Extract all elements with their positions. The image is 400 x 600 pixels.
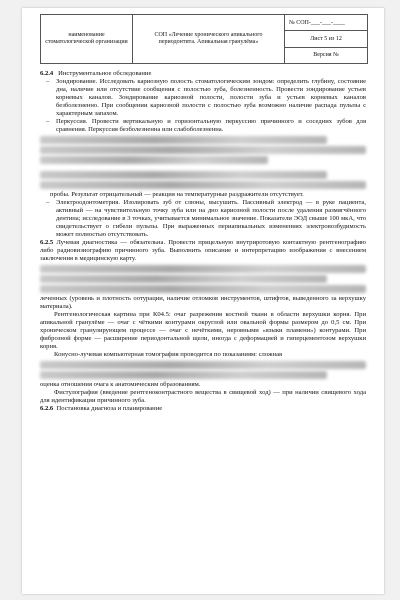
section-6-2-5-text: Лучевая диагностика — обязательна. Провести прицельную внутриротовую контактную рентгенографию либо радиовизиографию причинного зуба. Выполнить описание и интерпретацию изображения с внесением заключения в медицинскую карту. bbox=[40, 239, 366, 262]
section-title: Постановка диагноза и планирование bbox=[56, 405, 163, 412]
xray-picture: Рентгенологическая картина при К04.5: очаг разрежения костной ткани в области верхушки корня. При апикальной гранулёме — очаг с чёткими контурами округлой или овальной формы размером до 0,5 см. При хроническом гранулирующем процессе — очаг с нечёткими, неровными «языки пламени») контурами. При фиброзной форме — расширение периодонтальной щели, иногда с деформацией и гиперцементозом верхушки корня. bbox=[40, 311, 366, 350]
section-title: Инструментальное обследование bbox=[58, 70, 152, 77]
section-number: 6.2.6 bbox=[40, 405, 54, 412]
document-body bbox=[40, 70, 366, 413]
thermal-probe-result: пробы. Результат отрицательный — реакция на температурные раздражители отсутствует. bbox=[50, 191, 304, 198]
section-6-2-4-heading bbox=[40, 70, 366, 78]
percussion-item: – Перкуссия. Провести вертикальную и горизонтальную перкуссию причинного и соседних зубов для сравнения. Перкуссия безболезненна или слабоболезненна. bbox=[40, 118, 366, 134]
blurred-text bbox=[40, 361, 366, 369]
section-number: 6.2.5 bbox=[40, 239, 54, 246]
filling-assessment: леченных (уровень и плотность оотурации, наличие отломков инструментов, штифтов, выведенного за верхушку материала). bbox=[40, 295, 366, 310]
blurred-text bbox=[40, 371, 327, 379]
blurred-text bbox=[40, 156, 268, 164]
sop-meta-cell bbox=[285, 15, 367, 63]
blurred-text bbox=[40, 285, 366, 293]
blurred-text bbox=[40, 146, 366, 154]
document-page bbox=[22, 8, 384, 594]
section-number: 6.2.4 bbox=[40, 70, 54, 77]
cbct-partial: Конусно-лучевая компьютерная томография проводится по показаниям: сложная bbox=[54, 351, 283, 358]
blurred-text bbox=[40, 275, 327, 283]
probing-item: – Зондирование. Исследовать кариозную полость стоматологическим зондом: определить глубину, состояние дна, наличие или отсутствие сообщения с полостью зуба, болезненность. Провести зондирование устьев корневых каналов. Зондирование кариозной полости, полости зуба и устьев корневых каналов безболезненно. При сообщении кариозной полости с полостью зуба возможно наличие распада пульпы с характерным запахом. bbox=[40, 78, 366, 118]
eod-item: – Электроодонтометрия. Изолировать зуб от слюны, высушить. Пассивный электрод — в руке пациента, активный — на чувствительную точку зуба или на дно кариозной полости после удаления размягчённого дентина; исследование в 3 точках, учитывается минимальное значение. Показатели ЭОД свыше 100 мкА, что свидетельствует о гибели пульпы. При выраженных периапикальных изменениях электровозбудимость может полностью отсутствовать. bbox=[40, 199, 366, 239]
org-name-cell: наименование стоматологической организации bbox=[41, 15, 133, 63]
blurred-text bbox=[40, 171, 327, 179]
blurred-text bbox=[40, 181, 366, 189]
sheet-number: Лист 5 из 12 bbox=[285, 31, 367, 47]
blurred-text bbox=[40, 265, 366, 273]
version-number: Версия № bbox=[313, 52, 339, 59]
blurred-text bbox=[40, 136, 327, 144]
cbct-end: оценка отношения очага к анатомическим образованиям. bbox=[40, 381, 201, 388]
header-table bbox=[40, 14, 368, 64]
section-6-2-5 bbox=[40, 239, 366, 263]
fistulography: Фистулография (введение рентгеноконтрастного вещества в свищевой ход) — при наличии свищевого хода для идентификации причинного зуба. bbox=[40, 389, 366, 404]
sop-title-cell: СОП «Лечение хронического апикального периодонтита. Апикальная гранулёма» bbox=[133, 15, 285, 63]
sop-number: № СОП-___-___-____ bbox=[285, 15, 367, 31]
section-6-2-6-heading bbox=[40, 405, 366, 413]
